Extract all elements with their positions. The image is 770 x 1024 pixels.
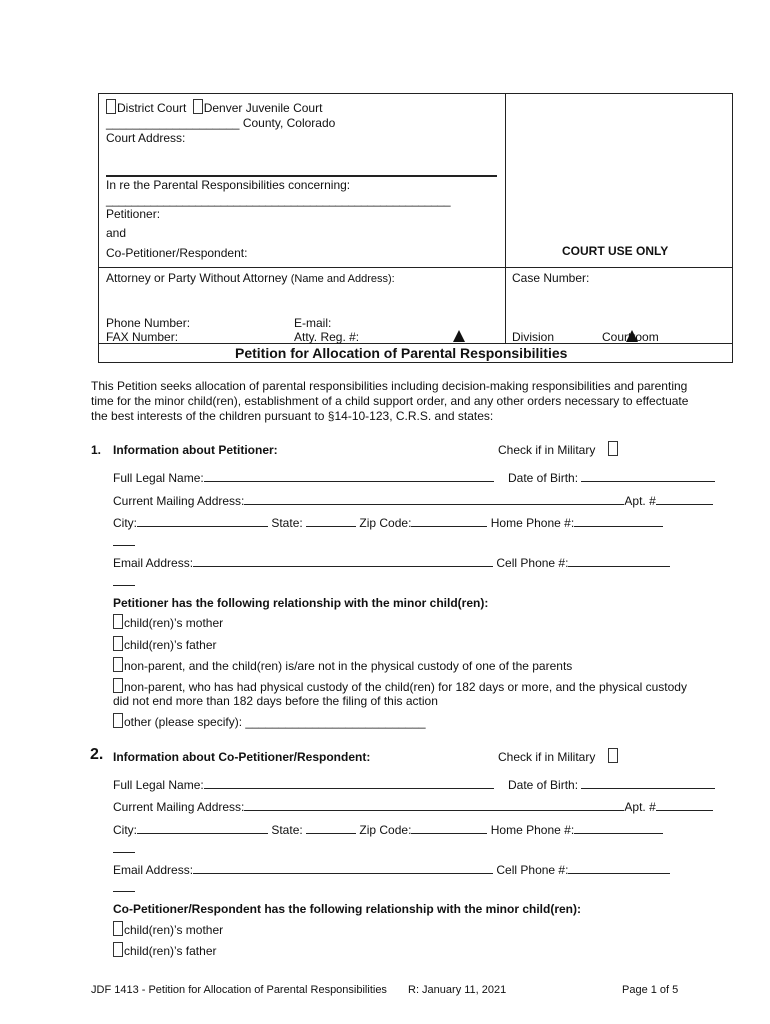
option-checkbox[interactable] bbox=[113, 614, 123, 629]
division-label: Division bbox=[512, 330, 555, 344]
state-label: State: bbox=[271, 516, 303, 530]
section1-military-label: Check if in Military bbox=[498, 443, 596, 457]
mailing-field[interactable] bbox=[244, 799, 624, 811]
in-re-label: In re the Parental Responsibilities concerning: bbox=[106, 178, 351, 192]
option-label: non-parent, who has had physical custody of the child(ren) for 182 days or more, and the physical custody bbox=[124, 680, 687, 694]
section1-relationship-heading: Petitioner has the following relationship with the minor child(ren): bbox=[113, 596, 489, 610]
section1-option-nonparent-custody-cont: did not end more than 182 days before the filing of this action bbox=[113, 694, 438, 708]
city-field[interactable] bbox=[137, 515, 268, 527]
full-name-field[interactable] bbox=[204, 777, 494, 789]
option-checkbox[interactable] bbox=[113, 636, 123, 651]
section1-city-row bbox=[113, 515, 663, 530]
home-phone-field[interactable] bbox=[574, 822, 663, 834]
city-label: City: bbox=[113, 516, 137, 530]
section1-option-mother[interactable] bbox=[113, 614, 223, 630]
county-blank[interactable]: ____________________ bbox=[106, 116, 240, 130]
dob-label: Date of Birth: bbox=[508, 471, 579, 485]
state-field[interactable] bbox=[306, 822, 356, 834]
attorney-note: (Name and Address): bbox=[290, 273, 395, 285]
section1-military-checkbox[interactable] bbox=[608, 441, 618, 456]
option-label: child(ren)’s mother bbox=[124, 923, 224, 937]
section2-name-row bbox=[113, 777, 494, 792]
mailing-label: Current Mailing Address: bbox=[113, 800, 245, 814]
cell-label: Cell Phone #: bbox=[496, 863, 569, 877]
full-name-field[interactable] bbox=[204, 470, 494, 482]
footer-page: Page 1 of 5 bbox=[622, 984, 679, 996]
juvenile-court-checkbox[interactable] bbox=[193, 99, 203, 114]
footer-form-id: JDF 1413 - Petition for Allocation of Parental Responsibilities bbox=[91, 984, 387, 996]
option-checkbox[interactable] bbox=[113, 942, 123, 957]
email-label: Email Address: bbox=[113, 863, 194, 877]
state-label: State: bbox=[271, 823, 303, 837]
dob-label: Date of Birth: bbox=[508, 778, 579, 792]
caption-box bbox=[98, 93, 733, 363]
home-phone-label: Home Phone #: bbox=[490, 823, 575, 837]
option-checkbox[interactable] bbox=[113, 713, 123, 728]
section1-option-father[interactable] bbox=[113, 636, 216, 652]
section2-option-father[interactable] bbox=[113, 942, 216, 958]
court-address-rule bbox=[106, 175, 497, 177]
footer-revision: R: January 11, 2021 bbox=[408, 984, 507, 996]
attorney-line bbox=[106, 271, 395, 285]
home-phone-overflow[interactable] bbox=[113, 852, 135, 853]
attorney-label: Attorney or Party Without Attorney bbox=[106, 271, 288, 285]
zip-label: Zip Code: bbox=[359, 823, 412, 837]
state-field[interactable] bbox=[306, 515, 356, 527]
caption-divider-top bbox=[98, 267, 732, 268]
apt-label: Apt. # bbox=[624, 494, 656, 508]
section1-address-row bbox=[113, 493, 713, 508]
district-court-checkbox[interactable] bbox=[106, 99, 116, 114]
petitioner-label: Petitioner: bbox=[106, 207, 161, 221]
section2-address-row bbox=[113, 799, 713, 814]
section1-email-row bbox=[113, 555, 670, 570]
court-type-line bbox=[106, 99, 322, 115]
full-name-label: Full Legal Name: bbox=[113, 778, 204, 792]
home-phone-field[interactable] bbox=[574, 515, 663, 527]
arrow-up-icon bbox=[453, 330, 465, 342]
and-label: and bbox=[106, 226, 127, 240]
option-label: non-parent, and the child(ren) is/are not in the physical custody of one of the parents bbox=[124, 659, 573, 673]
section2-military-label: Check if in Military bbox=[498, 750, 596, 764]
arrow-up-icon bbox=[626, 330, 638, 342]
home-phone-overflow[interactable] bbox=[113, 545, 135, 546]
form-title: Petition for Allocation of Parental Responsibilities bbox=[235, 345, 568, 361]
section2-city-row bbox=[113, 822, 663, 837]
county-label: County, Colorado bbox=[242, 116, 336, 130]
section2-number: 2. bbox=[90, 746, 104, 763]
home-phone-label: Home Phone #: bbox=[490, 516, 575, 530]
section1-option-nonparent-no-custody[interactable] bbox=[113, 657, 572, 673]
section1-number: 1. bbox=[91, 443, 102, 457]
cell-label: Cell Phone #: bbox=[496, 556, 569, 570]
mailing-label: Current Mailing Address: bbox=[113, 494, 245, 508]
zip-field[interactable] bbox=[411, 822, 487, 834]
co-petitioner-label: Co-Petitioner/Respondent: bbox=[106, 246, 248, 260]
in-re-blank[interactable]: ______________________________________________________ bbox=[106, 193, 451, 207]
county-line bbox=[106, 116, 335, 130]
email-label: E-mail: bbox=[294, 316, 332, 330]
cell-field[interactable] bbox=[568, 862, 670, 874]
email-field[interactable] bbox=[193, 555, 493, 567]
section1-name-row bbox=[113, 470, 494, 485]
full-name-label: Full Legal Name: bbox=[113, 471, 204, 485]
cell-field[interactable] bbox=[568, 555, 670, 567]
section2-email-row bbox=[113, 862, 670, 877]
section2-dob-row bbox=[508, 777, 715, 792]
option-label: child(ren)’s father bbox=[124, 944, 217, 958]
atty-reg-label: Atty. Reg. #: bbox=[294, 330, 360, 344]
dob-field[interactable] bbox=[581, 777, 715, 789]
option-label: other (please specify): ___________________________ bbox=[124, 715, 426, 729]
option-checkbox[interactable] bbox=[113, 921, 123, 936]
district-court-label: District Court bbox=[117, 101, 187, 115]
caption-divider-vertical bbox=[505, 93, 506, 343]
section1-heading: Information about Petitioner: bbox=[113, 443, 278, 457]
city-label: City: bbox=[113, 823, 137, 837]
cell-phone-overflow[interactable] bbox=[113, 585, 135, 586]
intro-line-1: This Petition seeks allocation of parental responsibilities including decision-making responsibilities and parenting bbox=[91, 379, 688, 393]
zip-field[interactable] bbox=[411, 515, 487, 527]
courtroom-label: Courtroom bbox=[602, 330, 659, 344]
option-label: child(ren)’s mother bbox=[124, 616, 224, 630]
zip-label: Zip Code: bbox=[359, 516, 412, 530]
cell-phone-overflow[interactable] bbox=[113, 891, 135, 892]
fax-label: FAX Number: bbox=[106, 330, 179, 344]
case-number-label: Case Number: bbox=[512, 271, 590, 285]
apt-field[interactable] bbox=[656, 799, 713, 811]
mailing-field[interactable] bbox=[244, 493, 624, 505]
apt-field[interactable] bbox=[656, 493, 713, 505]
option-checkbox[interactable] bbox=[113, 657, 123, 672]
section2-military-checkbox[interactable] bbox=[608, 748, 618, 763]
apt-label: Apt. # bbox=[624, 800, 656, 814]
intro-line-2: time for the minor child(ren), establishment of a child support order, and any other orders necessary to effectuate bbox=[91, 394, 689, 408]
dob-field[interactable] bbox=[581, 470, 715, 482]
section1-option-other[interactable] bbox=[113, 713, 426, 729]
court-use-only: COURT USE ONLY bbox=[562, 244, 669, 258]
juvenile-court-label: Denver Juvenile Court bbox=[203, 101, 323, 115]
phone-label: Phone Number: bbox=[106, 316, 191, 330]
intro-line-3: the best interests of the children pursuant to §14-10-123, C.R.S. and states: bbox=[91, 409, 494, 423]
section2-option-mother[interactable] bbox=[113, 921, 223, 937]
section1-option-nonparent-custody[interactable] bbox=[113, 678, 687, 694]
email-field[interactable] bbox=[193, 862, 493, 874]
court-address-label: Court Address: bbox=[106, 131, 186, 145]
section1-dob-row bbox=[508, 470, 715, 485]
email-label: Email Address: bbox=[113, 556, 194, 570]
section2-heading: Information about Co-Petitioner/Respondent: bbox=[113, 750, 371, 764]
city-field[interactable] bbox=[137, 822, 268, 834]
option-checkbox[interactable] bbox=[113, 678, 123, 693]
section2-relationship-heading: Co-Petitioner/Respondent has the following relationship with the minor child(ren): bbox=[113, 902, 582, 916]
option-label: child(ren)’s father bbox=[124, 638, 217, 652]
